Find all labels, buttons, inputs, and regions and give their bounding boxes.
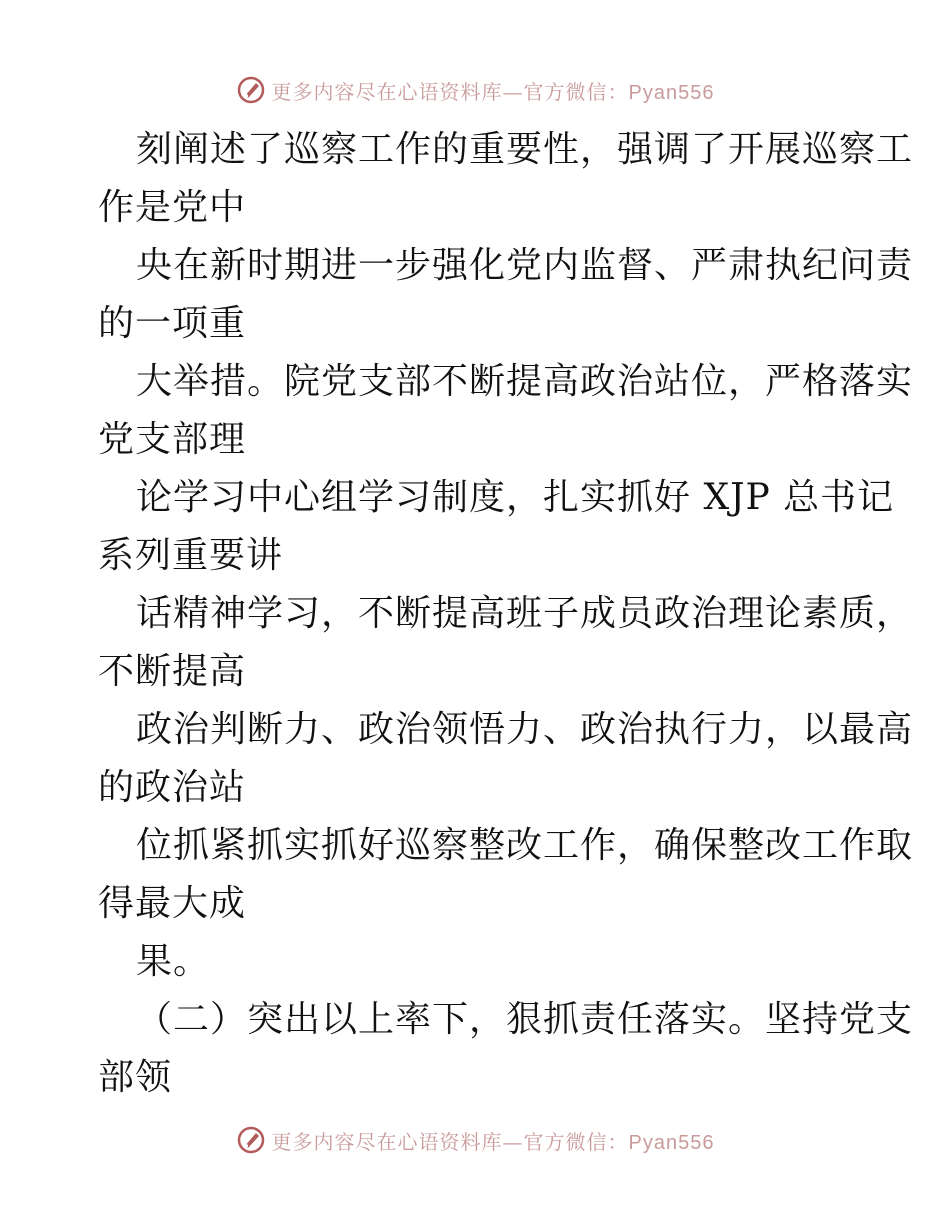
header-watermark xyxy=(0,70,950,110)
text-line: 的一项重 xyxy=(98,303,247,344)
text-line: 政治判断力、政治领悟力、政治执行力，以最高 xyxy=(136,709,914,750)
text-line: 不断提高 xyxy=(98,651,247,692)
text-line: 得最大成 xyxy=(98,883,247,924)
text-line: 作是党中 xyxy=(98,187,247,228)
text-line: 果。 xyxy=(136,941,211,982)
text-line: 大举措。院党支部不断提高政治站位，严格落实 xyxy=(136,361,914,402)
pen-nib-seal-icon xyxy=(236,1125,266,1155)
text-line: 话精神学习，不断提高班子成员政治理论素质， xyxy=(136,593,914,634)
footer-watermark xyxy=(0,1120,950,1160)
text-line: （二）突出以上率下，狠抓责任落实。坚持党支 xyxy=(136,999,914,1040)
text-line: 的政治站 xyxy=(98,767,247,808)
watermark-text: 更多内容尽在心语资料库—官方微信： xyxy=(271,1129,629,1154)
document-body xyxy=(98,121,914,1107)
text-line: 央在新时期进一步强化党内监督、严肃执纪问责 xyxy=(136,245,914,286)
text-line: 党支部理 xyxy=(98,419,247,460)
text-line: 论学习中心组学习制度，扎实抓好 XJP 总书记 xyxy=(136,477,895,518)
watermark-handle: Pyan556 xyxy=(628,1131,715,1154)
watermark-handle: Pyan556 xyxy=(628,81,715,104)
text-line: 部领 xyxy=(98,1057,173,1098)
watermark-text: 更多内容尽在心语资料库—官方微信： xyxy=(271,79,629,104)
text-line: 系列重要讲 xyxy=(98,535,284,576)
text-line: 位抓紧抓实抓好巡察整改工作，确保整改工作取 xyxy=(136,825,914,866)
pen-nib-seal-icon xyxy=(236,75,266,105)
text-line: 刻阐述了巡察工作的重要性，强调了开展巡察工 xyxy=(136,129,914,170)
